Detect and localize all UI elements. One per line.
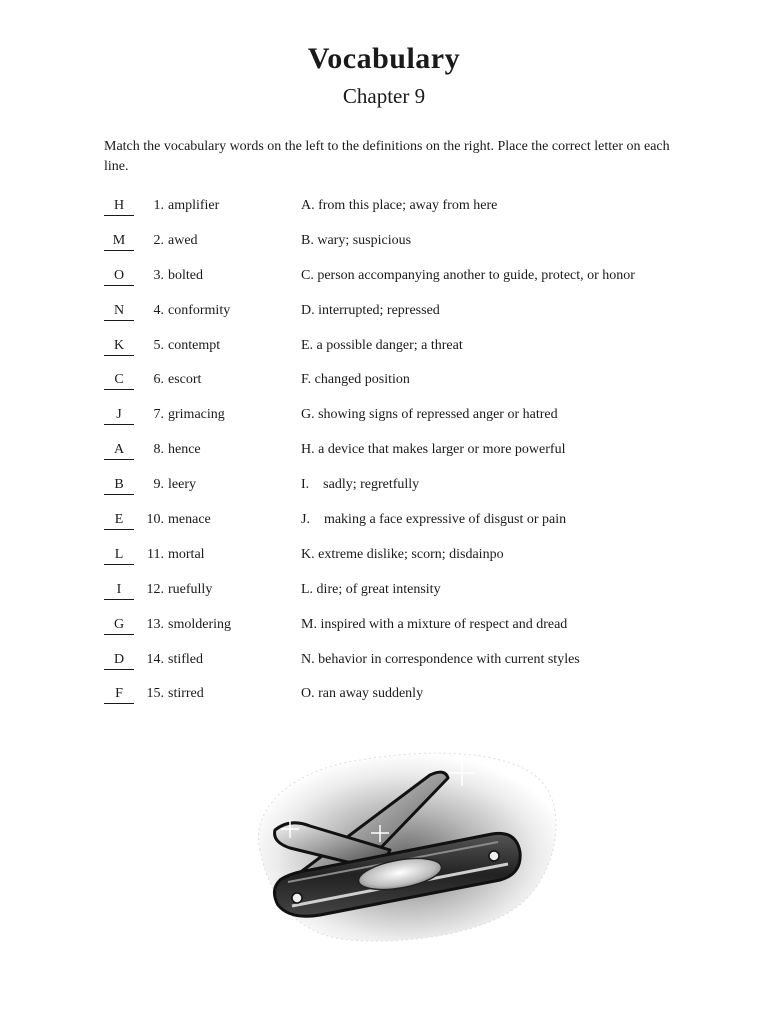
page-title: Vocabulary bbox=[307, 42, 461, 75]
vocab-word bbox=[142, 580, 290, 600]
word-text: contempt bbox=[168, 337, 221, 353]
item-number: 7. bbox=[153, 407, 164, 423]
word-text: leery bbox=[168, 477, 196, 493]
match-row bbox=[104, 370, 724, 405]
definition-text: F. changed position bbox=[301, 372, 410, 388]
definition-text: I. sadly; regretfully bbox=[301, 477, 420, 493]
item-number: 14. bbox=[146, 651, 164, 667]
answer-blank[interactable]: B bbox=[104, 475, 134, 495]
word-text: amplifier bbox=[168, 198, 220, 213]
definition-text: E. a possible danger; a threat bbox=[301, 337, 463, 353]
definition-text: G. showing signs of repressed anger or hatred bbox=[301, 407, 558, 423]
matching-list bbox=[104, 196, 724, 719]
definition-text: N. behavior in correspondence with current styles bbox=[301, 651, 580, 667]
vocab-word bbox=[142, 510, 290, 530]
match-row bbox=[104, 510, 724, 545]
vocab-word bbox=[142, 370, 290, 390]
word-text: escort bbox=[168, 372, 202, 388]
answer-blank[interactable]: H bbox=[104, 196, 134, 216]
instructions-text: Match the vocabulary words on the left to the definitions on the right. Place the correct letter on each line. bbox=[104, 139, 670, 174]
item-number: 12. bbox=[146, 581, 164, 597]
item-number: 3. bbox=[153, 267, 164, 283]
definition-text: L. dire; of great intensity bbox=[301, 581, 441, 597]
vocab-word bbox=[142, 684, 290, 704]
vocab-word bbox=[142, 266, 290, 286]
match-row bbox=[104, 231, 724, 266]
answer-blank[interactable]: O bbox=[104, 266, 134, 286]
item-number: 10. bbox=[146, 512, 164, 528]
item-number: 15. bbox=[146, 686, 164, 702]
item-number: 8. bbox=[153, 442, 164, 458]
definition-text: O. ran away suddenly bbox=[301, 686, 424, 702]
vocab-word bbox=[142, 301, 290, 321]
vocab-word bbox=[142, 405, 290, 425]
vocab-word bbox=[142, 615, 290, 635]
match-row bbox=[104, 266, 724, 301]
definition-text: A. from this place; away from here bbox=[301, 198, 498, 213]
answer-blank[interactable]: K bbox=[104, 336, 134, 356]
vocab-word bbox=[142, 545, 290, 565]
match-row bbox=[104, 545, 724, 580]
item-number: 2. bbox=[153, 232, 164, 248]
vocab-word bbox=[142, 650, 290, 670]
match-row bbox=[104, 650, 724, 685]
vocab-word bbox=[142, 440, 290, 460]
item-number: 5. bbox=[153, 337, 164, 353]
match-row bbox=[104, 684, 724, 719]
answer-blank[interactable]: F bbox=[104, 684, 134, 704]
word-text: awed bbox=[168, 232, 198, 248]
word-text: menace bbox=[168, 512, 211, 528]
word-text: conformity bbox=[168, 302, 231, 318]
answer-blank[interactable]: J bbox=[104, 405, 134, 425]
item-number: 13. bbox=[146, 616, 164, 632]
answer-blank[interactable]: E bbox=[104, 510, 134, 530]
answer-blank[interactable]: C bbox=[104, 370, 134, 390]
vocab-word bbox=[142, 336, 290, 356]
item-number: 9. bbox=[153, 477, 164, 493]
word-text: hence bbox=[168, 442, 201, 458]
definition-text: K. extreme dislike; scorn; disdainpo bbox=[301, 546, 504, 562]
word-text: grimacing bbox=[168, 407, 225, 423]
definition-text: M. inspired with a mixture of respect and dread bbox=[301, 616, 568, 632]
match-row bbox=[104, 301, 724, 336]
match-row bbox=[104, 615, 724, 650]
word-text: ruefully bbox=[168, 581, 213, 597]
word-text: smoldering bbox=[168, 616, 231, 632]
answer-blank[interactable]: N bbox=[104, 301, 134, 321]
vocab-word bbox=[142, 231, 290, 251]
item-number: 6. bbox=[153, 372, 164, 388]
vocab-word bbox=[142, 475, 290, 495]
answer-blank[interactable]: A bbox=[104, 440, 134, 460]
item-number: 1. bbox=[153, 198, 164, 213]
item-number: 4. bbox=[153, 302, 164, 318]
answer-blank[interactable]: I bbox=[104, 580, 134, 600]
vocab-word bbox=[142, 196, 290, 216]
definition-text: J. making a face expressive of disgust or pain bbox=[301, 512, 567, 528]
word-text: stifled bbox=[168, 651, 203, 667]
word-text: bolted bbox=[168, 267, 203, 283]
match-row bbox=[104, 475, 724, 510]
match-row bbox=[104, 440, 724, 475]
page-subtitle: Chapter 9 bbox=[342, 84, 426, 108]
match-row bbox=[104, 580, 724, 615]
answer-blank[interactable]: D bbox=[104, 650, 134, 670]
definition-text: D. interrupted; repressed bbox=[301, 302, 440, 318]
answer-blank[interactable]: G bbox=[104, 615, 134, 635]
word-text: mortal bbox=[168, 546, 205, 562]
item-number: 11. bbox=[147, 546, 164, 562]
definition-text: B. wary; suspicious bbox=[301, 232, 412, 248]
match-row bbox=[104, 405, 724, 440]
definition-text: H. a device that makes larger or more powerful bbox=[301, 442, 566, 458]
definition-text: C. person accompanying another to guide, protect, or honor bbox=[301, 267, 635, 283]
word-text: stirred bbox=[168, 686, 204, 702]
match-row bbox=[104, 336, 724, 371]
pocket-knife-icon bbox=[230, 730, 570, 950]
answer-blank[interactable]: M bbox=[104, 231, 134, 251]
match-row bbox=[104, 196, 724, 231]
answer-blank[interactable]: L bbox=[104, 545, 134, 565]
